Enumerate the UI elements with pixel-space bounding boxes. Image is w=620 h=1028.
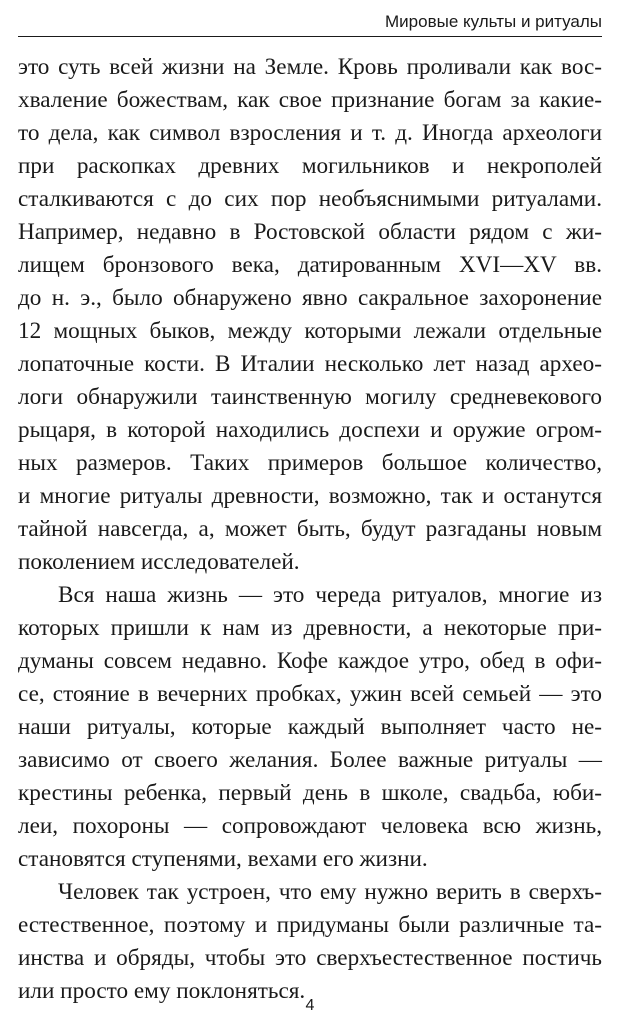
text-line: думаны совсем недавно. Кофе каждое утро, обед в офи- [18, 648, 602, 674]
text-line: лищем бронзового века, датированным XVI—XV вв. [18, 252, 602, 278]
text-line: хваление божествам, как свое признание богам за какие- [18, 87, 602, 113]
text-line: естественное, поэтому и придуманы были различные та- [18, 912, 602, 938]
paragraph-3 [18, 876, 602, 1008]
text-line: леи, похороны — сопровождают человека всю жизнь, [18, 813, 602, 839]
page-number: 4 [305, 997, 315, 1014]
text-line: рыцаря, в которой находились доспехи и оружие огром- [18, 417, 602, 443]
text-line: се, стояние в вечерних пробках, ужин всей семьей — это [18, 681, 602, 707]
text-line: наши ритуалы, которые каждый выполняет часто не- [18, 714, 602, 740]
text-line: и многие ритуалы древности, возможно, так и останутся [18, 483, 602, 509]
text-line: логи обнаружили таинственную могилу средневекового [18, 384, 602, 410]
text-line: при раскопках древних могильников и некрополей [18, 153, 602, 179]
text-line: поколением исследователей. [18, 549, 300, 575]
text-line: крестины ребенка, первый день в школе, свадьба, юби- [18, 780, 602, 806]
text-line: Вся наша жизнь — это череда ритуалов, многие из [58, 582, 602, 608]
text-line: Например, недавно в Ростовской области рядом с жи- [18, 219, 602, 245]
text-line: или просто ему поклоняться. [18, 978, 306, 1004]
text-line: это суть всей жизни на Земле. Кровь проливали как вос- [18, 54, 602, 80]
text-line: Человек так устроен, что ему нужно верить в сверхъ- [58, 879, 602, 905]
paragraph-1 [18, 51, 602, 579]
text-line: то дела, как символ взросления и т. д. Иногда археологи [18, 120, 602, 146]
text-line: зависимо от своего желания. Более важные ритуалы — [18, 747, 602, 773]
running-header [18, 6, 602, 37]
body-text [18, 51, 602, 1008]
text-line: ных размеров. Таких примеров большое количество, [18, 450, 602, 476]
text-line: становятся ступенями, вехами его жизни. [18, 846, 428, 872]
text-line: инства и обряды, чтобы это сверхъестественное постичь [18, 945, 602, 971]
text-line: до н. э., было обнаружено явно сакральное захоронение [18, 285, 602, 311]
paragraph-2 [18, 579, 602, 876]
text-line: сталкиваются с до сих пор необъяснимыми ритуалами. [18, 186, 602, 212]
text-line: 12 мощных быков, между которыми лежали отдельные [18, 318, 602, 344]
text-line: тайной навсегда, а, может быть, будут разгаданы новым [18, 516, 602, 542]
running-header-title: Мировые культы и ритуалы [385, 12, 602, 31]
text-line: которых пришли к нам из древности, а некоторые при- [18, 615, 602, 641]
text-line: лопаточные кости. В Италии несколько лет назад архео- [18, 351, 602, 377]
